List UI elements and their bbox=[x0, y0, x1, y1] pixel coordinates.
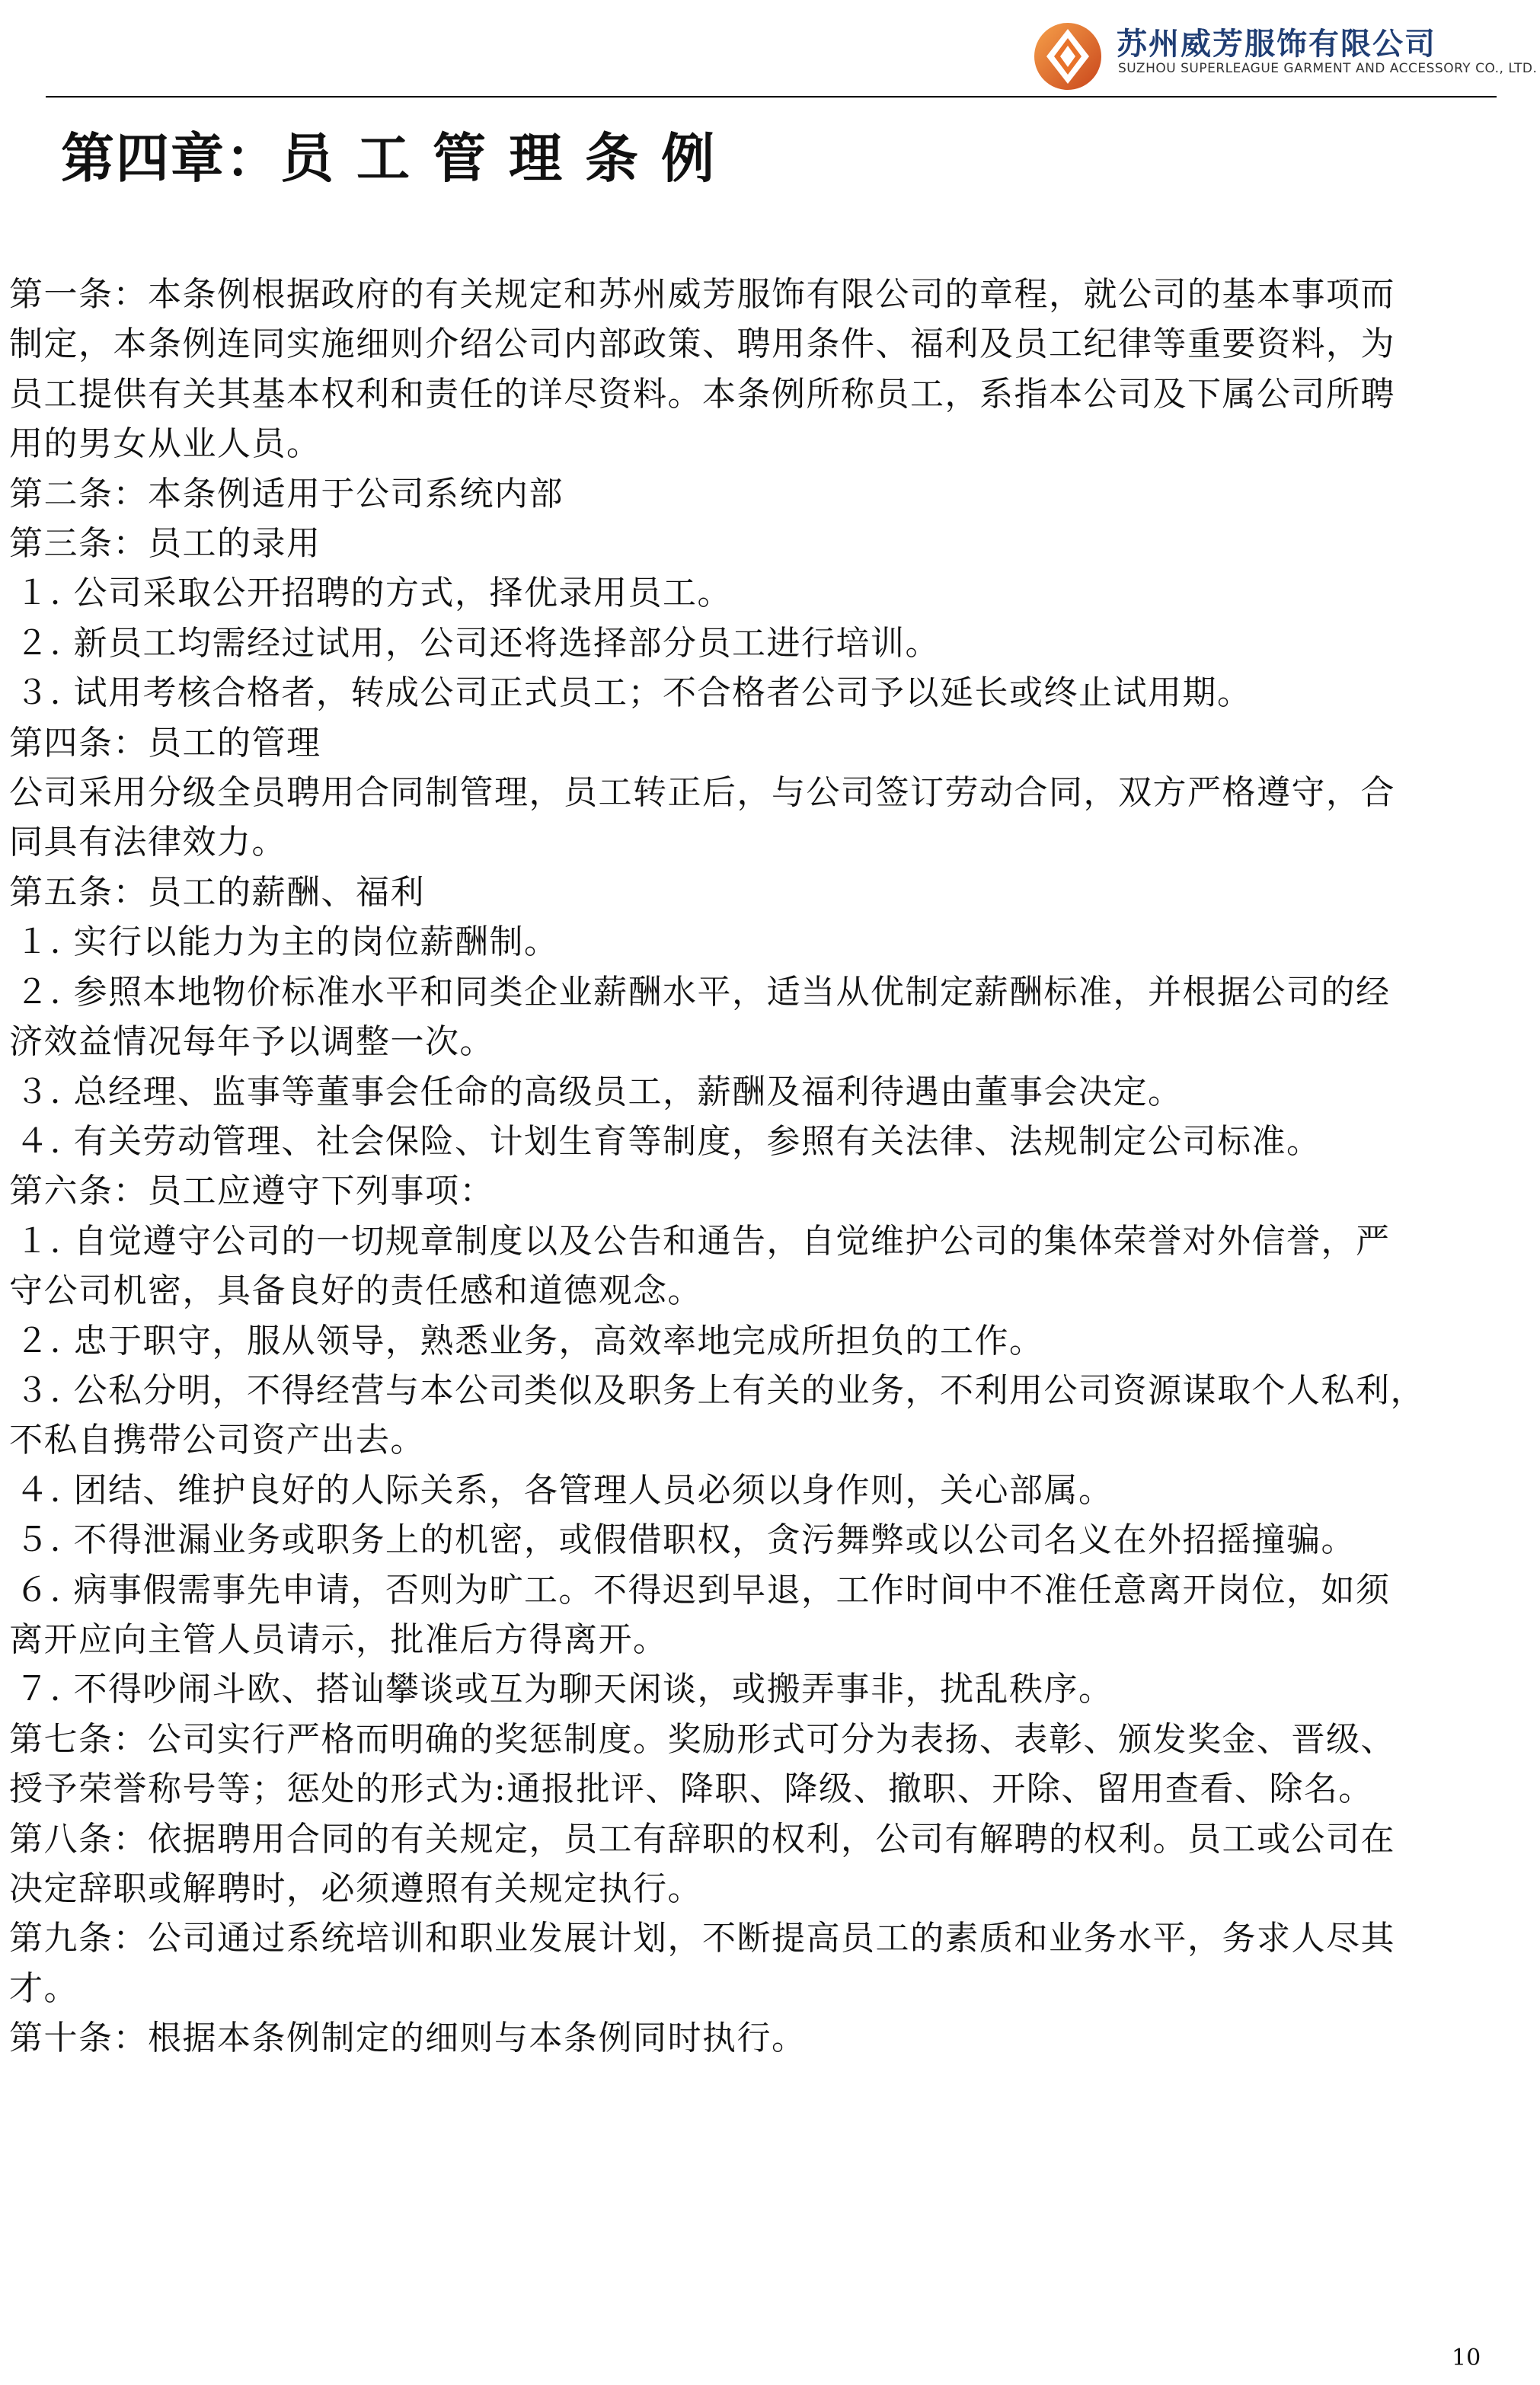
text-line: ３. 公私分明，不得经营与本公司类似及职务上有关的业务，不利用公司资源谋取个人私利， bbox=[15, 1370, 1425, 1410]
text-line: 第一条：本条例根据政府的有关规定和苏州威芳服饰有限公司的章程，就公司的基本事项而 bbox=[9, 275, 1395, 314]
text-line: ２. 忠于职守，服从领导，熟悉业务，高效率地完成所担负的工作。 bbox=[15, 1321, 1044, 1360]
text-line: 第九条：公司通过系统培训和职业发展计划，不断提高员工的素质和业务水平，务求人尽其 bbox=[9, 1919, 1395, 1958]
text-line: 第十条：根据本条例制定的细则与本条例同时执行。 bbox=[9, 2019, 807, 2058]
text-line: ２. 新员工均需经过试用，公司还将选择部分员工进行培训。 bbox=[15, 623, 940, 663]
text-line: 第七条：公司实行严格而明确的奖惩制度。奖励形式可分为表扬、表彰、颁发奖金、晋级、 bbox=[9, 1719, 1395, 1759]
chapter-title bbox=[61, 120, 737, 197]
text-line: 员工提供有关其基本权利和责任的详尽资料。本条例所称员工，系指本公司及下属公司所聘 bbox=[9, 374, 1395, 414]
text-line: 离开应向主管人员请示，批准后方得离开。 bbox=[9, 1619, 668, 1659]
text-line: 第八条：依据聘用合同的有关规定，员工有辞职的权利，公司有解聘的权利。员工或公司在 bbox=[9, 1819, 1395, 1859]
text-line: １. 自觉遵守公司的一切规章制度以及公告和通告，自觉维护公司的集体荣誉对外信誉，严 bbox=[15, 1221, 1391, 1261]
text-line: 同具有法律效力。 bbox=[9, 823, 286, 862]
text-line: 第四条：员工的管理 bbox=[9, 723, 321, 762]
text-line: ３. 总经理、监事等董事会任命的高级员工，薪酬及福利待遇由董事会决定。 bbox=[15, 1072, 1183, 1111]
text-line: 第二条：本条例适用于公司系统内部 bbox=[9, 474, 564, 513]
text-line: 不私自携带公司资产出去。 bbox=[9, 1421, 425, 1460]
chapter-name: 员工管理条例 bbox=[280, 127, 737, 190]
chapter-number: 第四章： bbox=[61, 127, 280, 190]
text-line: ７. 不得吵闹斗欧、搭讪攀谈或互为聊天闲谈，或搬弄事非，扰乱秩序。 bbox=[15, 1670, 1113, 1709]
page-number: 10 bbox=[1452, 2345, 1481, 2371]
text-line: 制定，本条例连同实施细则介绍公司内部政策、聘用条件、福利及员工纪律等重要资料，为 bbox=[9, 325, 1395, 364]
text-line: 决定辞职或解聘时，必须遵照有关规定执行。 bbox=[9, 1869, 702, 1908]
text-line: １. 实行以能力为主的岗位薪酬制。 bbox=[15, 922, 559, 962]
company-name-cn: 苏州威芳服饰有限公司 bbox=[1117, 27, 1436, 62]
text-line: 济效益情况每年予以调整一次。 bbox=[9, 1022, 494, 1062]
diamond-logo-icon bbox=[1030, 18, 1106, 94]
text-line: ６. 病事假需事先申请，否则为旷工。不得迟到早退，工作时间中不准任意离开岗位，如须 bbox=[15, 1570, 1391, 1610]
header-divider bbox=[46, 96, 1497, 98]
text-line: ３. 试用考核合格者，转成公司正式员工；不合格者公司予以延长或终止试用期。 bbox=[15, 673, 1252, 713]
text-line: ４. 有关劳动管理、社会保险、计划生育等制度，参照有关法律、法规制定公司标准。 bbox=[15, 1121, 1321, 1161]
text-line: ４. 团结、维护良好的人际关系，各管理人员必须以身作则，关心部属。 bbox=[15, 1470, 1113, 1510]
text-line: 公司采用分级全员聘用合同制管理，员工转正后，与公司签订劳动合同，双方严格遵守，合 bbox=[9, 773, 1395, 813]
text-line: 才。 bbox=[9, 1968, 78, 2008]
text-line: ５. 不得泄漏业务或职务上的机密，或假借职权，贪污舞弊或以公司名义在外招摇撞骗。 bbox=[15, 1520, 1356, 1560]
company-name-en: SUZHOU SUPERLEAGUE GARMENT AND ACCESSORY CO., LTD. bbox=[1118, 61, 1538, 76]
text-line: ２. 参照本地物价标准水平和同类企业薪酬水平，适当从优制定薪酬标准，并根据公司的经 bbox=[15, 972, 1391, 1012]
regulation-body bbox=[9, 270, 1521, 2064]
text-line: 守公司机密，具备良好的责任感和道德观念。 bbox=[9, 1271, 702, 1311]
text-line: 第五条：员工的薪酬、福利 bbox=[9, 872, 425, 912]
text-line: 第六条：员工应遵守下列事项： bbox=[9, 1172, 494, 1211]
text-line: 第三条：员工的录用 bbox=[9, 524, 321, 564]
text-line: 授予荣誉称号等；惩处的形式为:通报批评、降职、降级、撤职、开除、留用查看、除名。 bbox=[9, 1770, 1373, 1809]
text-line: １. 公司采取公开招聘的方式，择优录用员工。 bbox=[15, 574, 732, 613]
company-logo bbox=[1030, 18, 1106, 94]
page-header bbox=[0, 0, 1540, 99]
text-line: 用的男女从业人员。 bbox=[9, 424, 321, 464]
